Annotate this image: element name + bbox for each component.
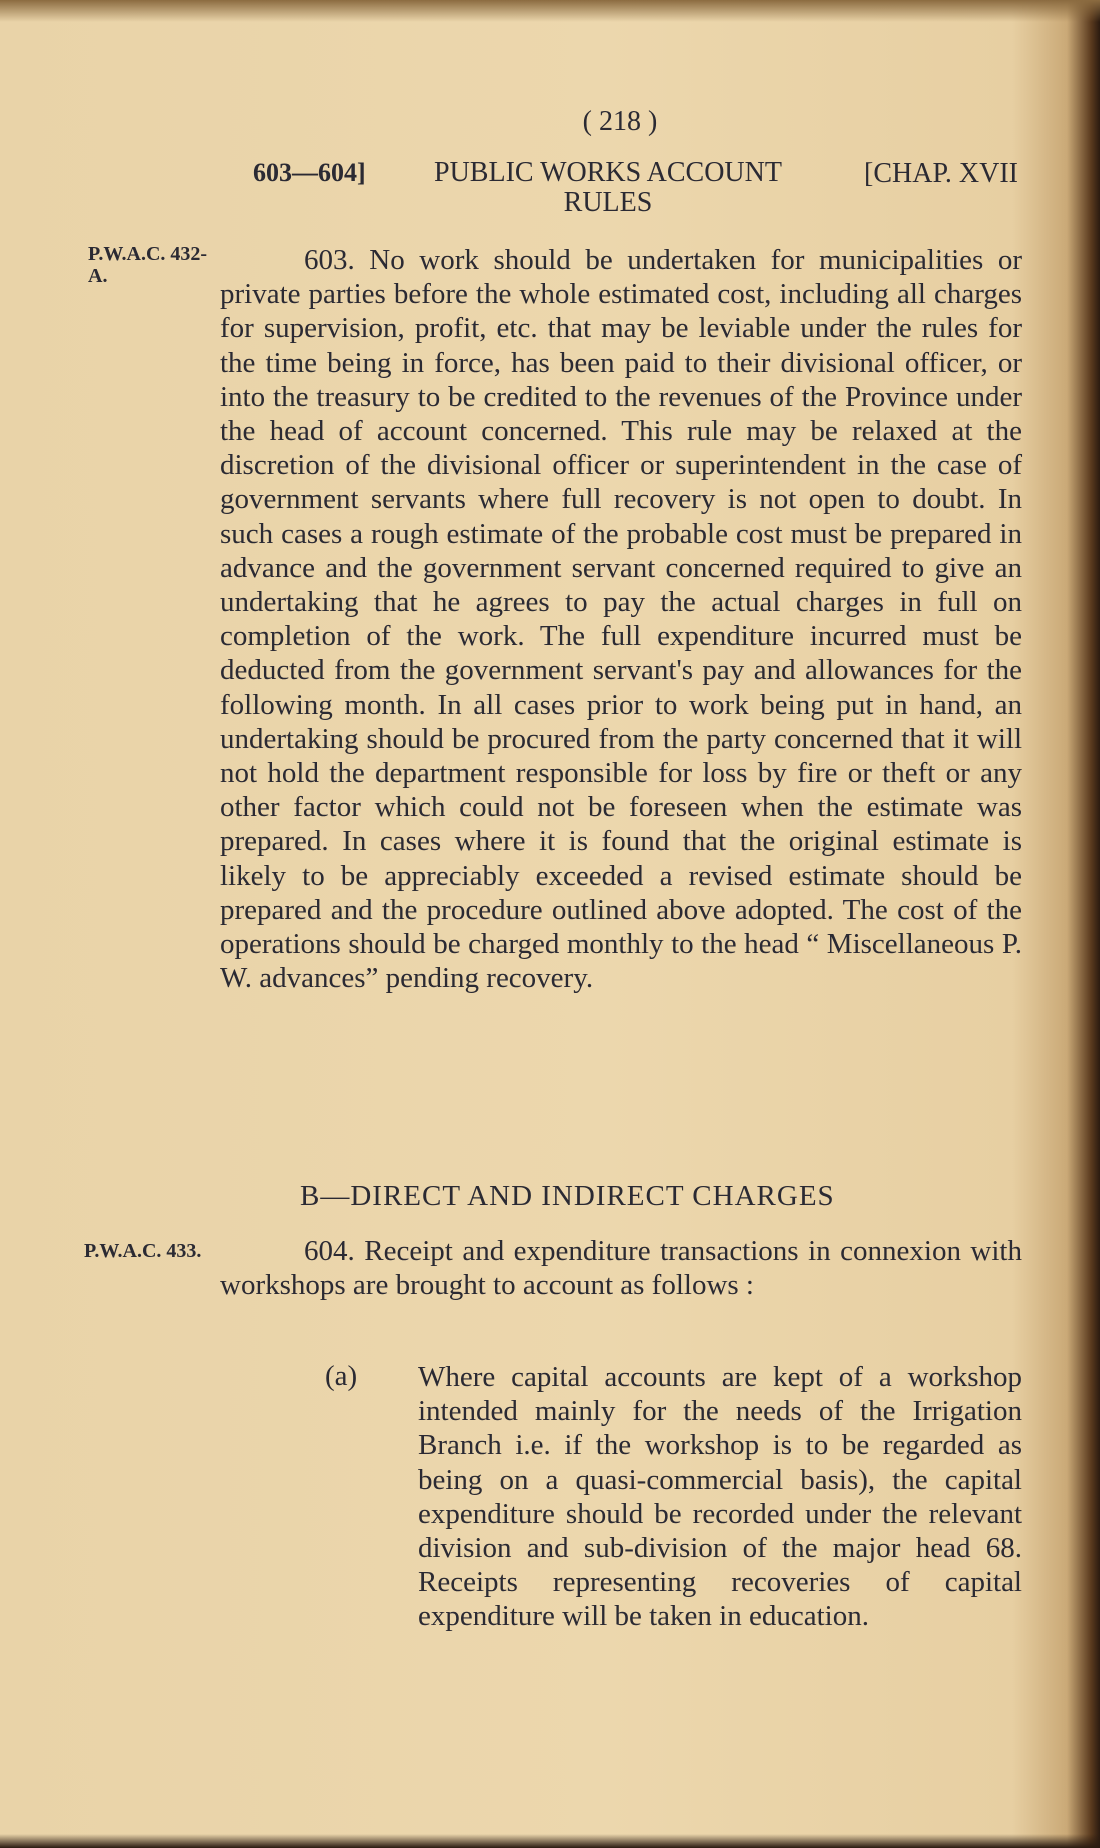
clause-a-label: (a)	[325, 1360, 358, 1392]
page-number: ( 218 )	[582, 106, 658, 137]
margin-reference-604: P.W.A.C. 433.	[84, 1240, 202, 1262]
section-heading: B—DIRECT AND INDIRECT CHARGES	[300, 1180, 835, 1212]
header-section-range: 603—604]	[253, 158, 366, 187]
paragraph-603: 603. No work should be undertaken for municipalities or private parties before the whole estimated cost, including all charges for supervision, profit, etc. that may be leviable under the rules for the time being in force, has been paid to their divisional officer, or into the treasury to be credited to the revenues of the Province under the head of account concerned. This rule may be relaxed at the discretion of the divisional officer or superintendent in the case of government servants where full recovery is not open to doubt. In such cases a rough estimate of the probable cost must be prepared in advance and the government servant concerned required to give an undertaking that he agrees to pay the actual charges in full on completion of the work. The full expenditure incurred must be deducted from the government servant's pay and allowances for the following month. In all cases prior to work being put in hand, an undertaking should be procured from the party concerned that it will not hold the department responsible for loss by fire or theft or any other factor which could not be foreseen when the estimate was prepared. In cases where it is found that the original estimate is likely to be appreciably exceeded a revised estimate should be prepared and the procedure outlined above adopted. The cost of the operations should be charged monthly to the head “ Miscellaneous P. W. advances” pending recovery.	[220, 244, 1022, 995]
paragraph-604: 604. Receipt and expenditure transactions in connexion with workshops are brought to account as follows :	[220, 1235, 1022, 1302]
header-chapter: [CHAP. XVII	[864, 158, 1018, 189]
margin-reference-603: P.W.A.C. 432-A.	[88, 243, 208, 287]
header-title: PUBLIC WORKS ACCOUNT RULES	[434, 157, 782, 218]
clause-a-text: Where capital accounts are kept of a workshop intended mainly for the needs of the Irrigation Branch i.e. if the workshop is to be regarded as being on a quasi-commercial basis), the capital expenditure should be recorded under the relevant division and sub-division of the major head 68. Receipts representing recoveries of capital expenditure will be taken in education.	[418, 1361, 1022, 1633]
